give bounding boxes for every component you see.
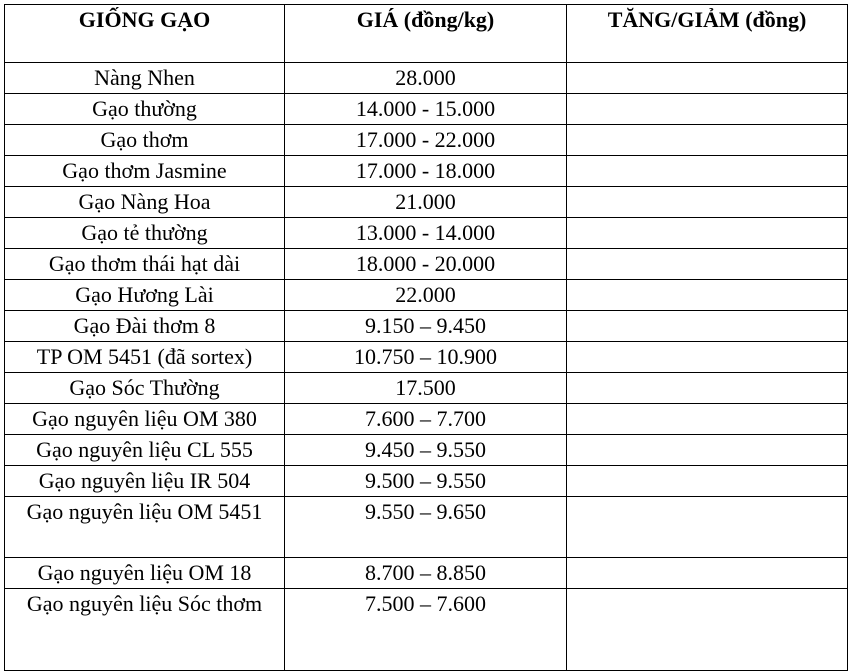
cell-change xyxy=(567,156,848,187)
rice-price-table xyxy=(4,4,848,671)
cell-variety: Gạo Đài thơm 8 xyxy=(5,311,285,342)
table-row xyxy=(5,558,848,589)
cell-change xyxy=(567,311,848,342)
header-change: TĂNG/GIẢM (đồng) xyxy=(567,5,848,63)
table-row xyxy=(5,311,848,342)
cell-change xyxy=(567,373,848,404)
cell-variety: Gạo Hương Lài xyxy=(5,280,285,311)
cell-change xyxy=(567,404,848,435)
cell-variety: Gạo thơm thái hạt dài xyxy=(5,249,285,280)
cell-price: 7.600 – 7.700 xyxy=(285,404,567,435)
cell-variety: Gạo Nàng Hoa xyxy=(5,187,285,218)
table-row xyxy=(5,404,848,435)
cell-change xyxy=(567,125,848,156)
cell-change xyxy=(567,280,848,311)
cell-price: 14.000 - 15.000 xyxy=(285,94,567,125)
cell-variety: Gạo nguyên liệu IR 504 xyxy=(5,466,285,497)
table-row xyxy=(5,187,848,218)
cell-price: 17.500 xyxy=(285,373,567,404)
table-row xyxy=(5,63,848,94)
cell-variety: TP OM 5451 (đã sortex) xyxy=(5,342,285,373)
cell-change xyxy=(567,187,848,218)
cell-price: 10.750 – 10.900 xyxy=(285,342,567,373)
cell-price: 9.550 – 9.650 xyxy=(285,497,567,558)
header-variety: GIỐNG GẠO xyxy=(5,5,285,63)
cell-price: 22.000 xyxy=(285,280,567,311)
cell-variety: Gạo nguyên liệu CL 555 xyxy=(5,435,285,466)
cell-change xyxy=(567,466,848,497)
cell-price: 17.000 - 22.000 xyxy=(285,125,567,156)
table-row xyxy=(5,218,848,249)
cell-price: 21.000 xyxy=(285,187,567,218)
table-row xyxy=(5,589,848,671)
cell-variety: Gạo nguyên liệu OM 380 xyxy=(5,404,285,435)
cell-change xyxy=(567,435,848,466)
cell-variety: Gạo thường xyxy=(5,94,285,125)
cell-price: 7.500 – 7.600 xyxy=(285,589,567,671)
cell-price: 9.500 – 9.550 xyxy=(285,466,567,497)
cell-variety: Gạo nguyên liệu OM 18 xyxy=(5,558,285,589)
cell-change xyxy=(567,218,848,249)
cell-price: 9.150 – 9.450 xyxy=(285,311,567,342)
table-row xyxy=(5,342,848,373)
cell-change xyxy=(567,63,848,94)
table-row xyxy=(5,280,848,311)
cell-variety: Nàng Nhen xyxy=(5,63,285,94)
table-row xyxy=(5,466,848,497)
table-row xyxy=(5,497,848,558)
cell-change xyxy=(567,558,848,589)
cell-change xyxy=(567,94,848,125)
cell-variety: Gạo Sóc Thường xyxy=(5,373,285,404)
cell-price: 28.000 xyxy=(285,63,567,94)
cell-change xyxy=(567,342,848,373)
cell-variety: Gạo thơm xyxy=(5,125,285,156)
cell-price: 13.000 - 14.000 xyxy=(285,218,567,249)
cell-price: 8.700 – 8.850 xyxy=(285,558,567,589)
cell-price: 9.450 – 9.550 xyxy=(285,435,567,466)
table-row xyxy=(5,94,848,125)
table-row xyxy=(5,435,848,466)
table-header-row xyxy=(5,5,848,63)
cell-variety: Gạo nguyên liệu Sóc thơm xyxy=(5,589,285,671)
cell-variety: Gạo nguyên liệu OM 5451 xyxy=(5,497,285,558)
cell-change xyxy=(567,497,848,558)
cell-price: 18.000 - 20.000 xyxy=(285,249,567,280)
cell-change xyxy=(567,249,848,280)
table-row xyxy=(5,373,848,404)
cell-change xyxy=(567,589,848,671)
table-row xyxy=(5,249,848,280)
table-row xyxy=(5,156,848,187)
cell-price: 17.000 - 18.000 xyxy=(285,156,567,187)
header-price: GIÁ (đồng/kg) xyxy=(285,5,567,63)
cell-variety: Gạo thơm Jasmine xyxy=(5,156,285,187)
cell-variety: Gạo tẻ thường xyxy=(5,218,285,249)
table-row xyxy=(5,125,848,156)
